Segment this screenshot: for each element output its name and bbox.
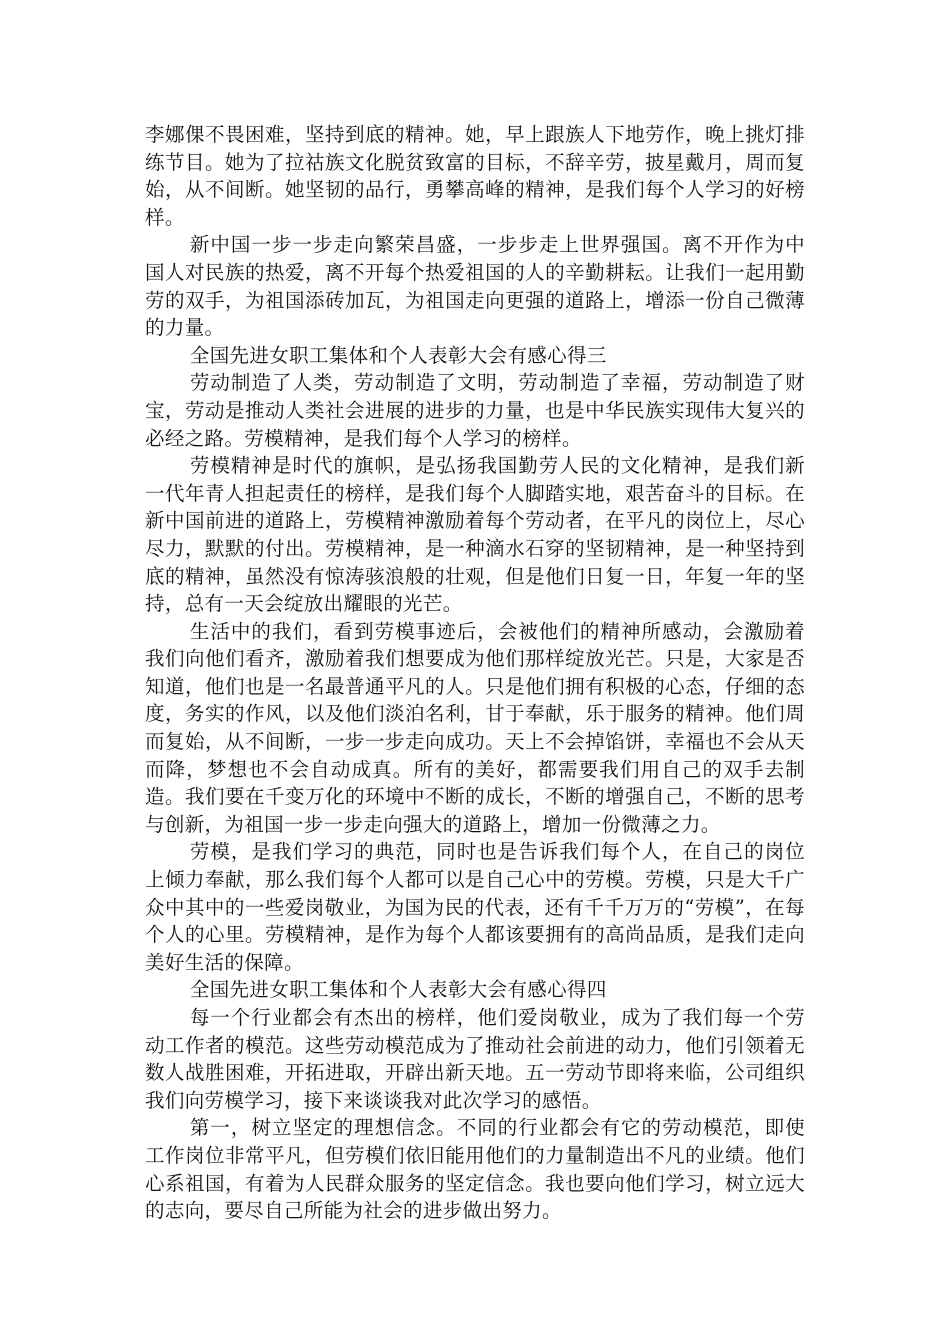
paragraph: 劳模，是我们学习的典范，同时也是告诉我们每个人，在自己的岗位上倾力奉献，那么我们每个人都可以是自己心中的劳模。劳模，只是大千广众中其中的一些爱岗敬业，为国为民的代表，还有千千万万的“劳模”，在每个人的心里。劳模精神，是作为每个人都该要拥有的高尚品质，是我们走向美好生活的保障。 [145, 840, 805, 974]
document-body [145, 121, 805, 1225]
paragraph: 李娜倮不畏困难，坚持到底的精神。她，早上跟族人下地劳作，晚上挑灯排练节目。她为了拉祜族文化脱贫致富的目标，不辞辛劳，披星戴月，周而复始，从不间断。她坚韧的品行，勇攀高峰的精神，是我们每个人学习的好榜样。 [145, 123, 805, 229]
section-heading: 全国先进女职工集体和个人表彰大会有感心得四 [189, 978, 607, 1002]
paragraph: 每一个行业都会有杰出的榜样，他们爱岗敬业，成为了我们每一个劳动工作者的模范。这些劳动模范成为了推动社会前进的动力，他们引领着无数人战胜困难，开拓进取，开辟出新天地。五一劳动节即将来临，公司组织我们向劳模学习，接下来谈谈我对此次学习的感悟。 [145, 1006, 805, 1112]
section-heading: 全国先进女职工集体和个人表彰大会有感心得三 [189, 343, 607, 367]
paragraph: 第一，树立坚定的理想信念。不同的行业都会有它的劳动模范，即使工作岗位非常平凡，但劳模们依旧能用他们的力量制造出不凡的业绩。他们心系祖国，有着为人民群众服务的坚定信念。我也要向他们学习，树立远大的志向，要尽自己所能为社会的进步做出努力。 [145, 1116, 805, 1223]
paragraph: 劳模精神是时代的旗帜，是弘扬我国勤劳人民的文化精神，是我们新一代年青人担起责任的榜样，是我们每个人脚踏实地，艰苦奋斗的目标。在新中国前进的道路上，劳模精神激励着每个劳动者，在平凡的岗位上，尽心尽力，默默的付出。劳模精神，是一种滴水石穿的坚韧精神，是一种坚持到底的精神，虽然没有惊涛骇浪般的壮观，但是他们日复一日，年复一年的坚持，总有一天会绽放出耀眼的光芒。 [145, 454, 805, 616]
paragraph: 生活中的我们，看到劳模事迹后，会被他们的精神所感动，会激励着我们向他们看齐，激励着我们想要成为他们那样绽放光芒。只是，大家是否知道，他们也是一名最普通平凡的人。只是他们拥有积极的心态，仔细的态度，务实的作风，以及他们淡泊名利，甘于奉献，乐于服务的精神。他们周而复始，从不间断，一步一步走向成功。天上不会掉馅饼，幸福也不会从天而降，梦想也不会自动成真。所有的美好，都需要我们用自己的双手去制造。我们要在千变万化的环境中不断的成长，不断的增强自己，不断的思考与创新，为祖国一步一步走向强大的道路上，增加一份微薄之力。 [145, 619, 805, 836]
paragraph: 新中国一步一步走向繁荣昌盛，一步步走上世界强国。离不开作为中国人对民族的热爱，离不开每个热爱祖国的人的辛勤耕耘。让我们一起用勤劳的双手，为祖国添砖加瓦，为祖国走向更强的道路上，增添一份自己微薄的力量。 [145, 233, 805, 340]
paragraph: 劳动制造了人类，劳动制造了文明，劳动制造了幸福，劳动制造了财宝，劳动是推动人类社会进展的进步的力量，也是中华民族实现伟大复兴的必经之路。劳模精神，是我们每个人学习的榜样。 [145, 371, 805, 450]
